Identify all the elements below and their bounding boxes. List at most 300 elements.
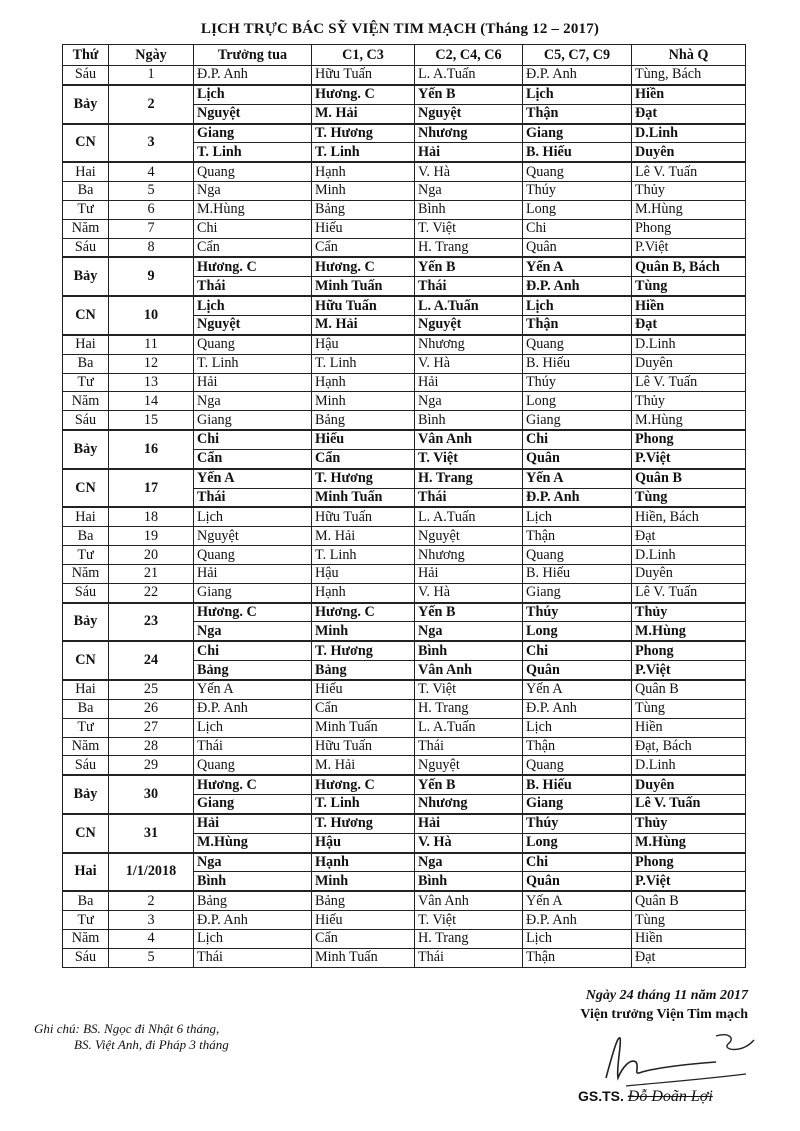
c2-c4-c6-cell: Bình <box>415 200 523 219</box>
shift-leader-cell: M.Hùng <box>194 833 312 852</box>
day-group <box>63 507 746 526</box>
day-group <box>63 853 746 892</box>
weekday-cell: Sáu <box>63 948 109 967</box>
building-q-cell: Quân B, Bách <box>632 257 746 276</box>
c2-c4-c6-cell: Nguyệt <box>415 756 523 775</box>
weekday-cell: Bảy <box>63 775 109 814</box>
signer-title: GS.TS. <box>578 1088 624 1104</box>
weekday-cell: Tư <box>63 546 109 565</box>
weekday-cell: Năm <box>63 564 109 583</box>
c2-c4-c6-cell: H. Trang <box>415 929 523 948</box>
weekday-cell: Hai <box>63 507 109 526</box>
building-q-cell: D.Linh <box>632 124 746 143</box>
weekday-cell: CN <box>63 641 109 680</box>
weekday-cell: Bảy <box>63 603 109 642</box>
c5-c7-c9-cell: Quân <box>523 661 632 680</box>
c1-c3-cell: Bảng <box>312 891 415 910</box>
building-q-cell: Tùng, Bách <box>632 66 746 85</box>
shift-leader-cell: Lịch <box>194 929 312 948</box>
table-row <box>63 718 746 737</box>
building-q-cell: Tùng <box>632 488 746 507</box>
col-header-c5-c7-c9: C5, C7, C9 <box>523 45 632 66</box>
c5-c7-c9-cell: Giang <box>523 124 632 143</box>
footnote <box>34 1021 229 1053</box>
footnote-line-1: Ghi chú: BS. Ngọc đi Nhật 6 tháng, <box>34 1021 220 1036</box>
table-row <box>63 200 746 219</box>
table-row <box>63 469 746 488</box>
weekday-cell: Tư <box>63 911 109 930</box>
c5-c7-c9-cell: Quân <box>523 238 632 257</box>
date-cell: 4 <box>109 929 194 948</box>
signer-name: Đỗ Doãn Lợi <box>627 1088 713 1105</box>
building-q-cell: D.Linh <box>632 335 746 354</box>
shift-leader-cell: M.Hùng <box>194 200 312 219</box>
day-group <box>63 238 746 257</box>
c2-c4-c6-cell: Yến B <box>415 775 523 794</box>
c5-c7-c9-cell: Thúy <box>523 814 632 833</box>
c2-c4-c6-cell: H. Trang <box>415 238 523 257</box>
date-cell: 16 <box>109 430 194 469</box>
date-cell: 22 <box>109 583 194 602</box>
c1-c3-cell: T. Linh <box>312 143 415 162</box>
building-q-cell: Lê V. Tuấn <box>632 795 746 814</box>
c1-c3-cell: Cẩn <box>312 699 415 718</box>
c5-c7-c9-cell: Lịch <box>523 296 632 315</box>
c2-c4-c6-cell: Nga <box>415 392 523 411</box>
c1-c3-cell: M. Hải <box>312 527 415 546</box>
weekday-cell: Hai <box>63 162 109 181</box>
table-row <box>63 162 746 181</box>
c5-c7-c9-cell: Yến A <box>523 680 632 699</box>
c1-c3-cell: Minh <box>312 182 415 201</box>
table-row <box>63 430 746 449</box>
c1-c3-cell: Bảng <box>312 200 415 219</box>
c2-c4-c6-cell: Nga <box>415 853 523 872</box>
c5-c7-c9-cell: Quang <box>523 162 632 181</box>
weekday-cell: Tư <box>63 373 109 392</box>
day-group <box>63 373 746 392</box>
c1-c3-cell: T. Hương <box>312 814 415 833</box>
building-q-cell: Quân B <box>632 680 746 699</box>
building-q-cell: Thủy <box>632 182 746 201</box>
c5-c7-c9-cell: Thúy <box>523 373 632 392</box>
table-row <box>63 699 746 718</box>
building-q-cell: Đạt <box>632 315 746 334</box>
building-q-cell: Lê V. Tuấn <box>632 583 746 602</box>
day-group <box>63 411 746 430</box>
c5-c7-c9-cell: B. Hiếu <box>523 143 632 162</box>
day-group <box>63 66 746 85</box>
c5-c7-c9-cell: Quân <box>523 872 632 891</box>
c5-c7-c9-cell: Yến A <box>523 891 632 910</box>
c5-c7-c9-cell: Thận <box>523 315 632 334</box>
c1-c3-cell: T. Linh <box>312 354 415 373</box>
date-cell: 1/1/2018 <box>109 853 194 892</box>
date-cell: 28 <box>109 737 194 756</box>
c5-c7-c9-cell: Đ.P. Anh <box>523 699 632 718</box>
shift-leader-cell: Hương. C <box>194 603 312 622</box>
shift-leader-cell: Quang <box>194 546 312 565</box>
date-cell: 2 <box>109 891 194 910</box>
building-q-cell: M.Hùng <box>632 200 746 219</box>
table-row <box>63 354 746 373</box>
building-q-cell: Tùng <box>632 911 746 930</box>
day-group <box>63 680 746 699</box>
c5-c7-c9-cell: Giang <box>523 411 632 430</box>
c1-c3-cell: Bảng <box>312 411 415 430</box>
c1-c3-cell: Hương. C <box>312 775 415 794</box>
c1-c3-cell: M. Hải <box>312 756 415 775</box>
c5-c7-c9-cell: Chi <box>523 853 632 872</box>
day-group <box>63 257 746 296</box>
weekday-cell: Năm <box>63 929 109 948</box>
footnote-line-2: BS. Việt Anh, đi Pháp 3 tháng <box>74 1037 229 1052</box>
weekday-cell: CN <box>63 469 109 508</box>
c5-c7-c9-cell: B. Hiếu <box>523 775 632 794</box>
date-cell: 30 <box>109 775 194 814</box>
col-header-building-q: Nhà Q <box>632 45 746 66</box>
c2-c4-c6-cell: Yến B <box>415 603 523 622</box>
c1-c3-cell: T. Hương <box>312 469 415 488</box>
table-row <box>63 124 746 143</box>
date-cell: 10 <box>109 296 194 335</box>
c1-c3-cell: Hiếu <box>312 911 415 930</box>
table-row <box>63 853 746 872</box>
shift-leader-cell: Hương. C <box>194 257 312 276</box>
c1-c3-cell: Hiếu <box>312 680 415 699</box>
c1-c3-cell: M. Hải <box>312 315 415 334</box>
weekday-cell: Sáu <box>63 583 109 602</box>
date-cell: 31 <box>109 814 194 853</box>
c5-c7-c9-cell: Thận <box>523 104 632 123</box>
date-cell: 12 <box>109 354 194 373</box>
building-q-cell: Hiền, Bách <box>632 507 746 526</box>
c5-c7-c9-cell: Lịch <box>523 929 632 948</box>
building-q-cell: Thủy <box>632 603 746 622</box>
c2-c4-c6-cell: Hải <box>415 814 523 833</box>
day-group <box>63 775 746 814</box>
c2-c4-c6-cell: T. Việt <box>415 680 523 699</box>
c2-c4-c6-cell: T. Việt <box>415 449 523 468</box>
date-cell: 15 <box>109 411 194 430</box>
date-cell: 21 <box>109 564 194 583</box>
c2-c4-c6-cell: Nhương <box>415 795 523 814</box>
table-row <box>63 219 746 238</box>
c5-c7-c9-cell: Lịch <box>523 507 632 526</box>
day-group <box>63 814 746 853</box>
date-cell: 7 <box>109 219 194 238</box>
shift-leader-cell: Hương. C <box>194 775 312 794</box>
c1-c3-cell: M. Hải <box>312 104 415 123</box>
shift-leader-cell: Đ.P. Anh <box>194 911 312 930</box>
signer-name-block <box>578 1088 713 1106</box>
building-q-cell: Phong <box>632 219 746 238</box>
c1-c3-cell: Hiếu <box>312 430 415 449</box>
date-cell: 24 <box>109 641 194 680</box>
table-row <box>63 775 746 794</box>
c5-c7-c9-cell: Thúy <box>523 603 632 622</box>
weekday-cell: Năm <box>63 219 109 238</box>
c1-c3-cell: Hậu <box>312 833 415 852</box>
day-group <box>63 911 746 930</box>
building-q-cell: Duyên <box>632 564 746 583</box>
shift-leader-cell: Giang <box>194 124 312 143</box>
building-q-cell: Hiền <box>632 296 746 315</box>
c5-c7-c9-cell: Thận <box>523 948 632 967</box>
c2-c4-c6-cell: Bình <box>415 872 523 891</box>
shift-leader-cell: T. Linh <box>194 354 312 373</box>
c2-c4-c6-cell: Nhương <box>415 335 523 354</box>
col-header-c1-c3: C1, C3 <box>312 45 415 66</box>
c1-c3-cell: Minh Tuấn <box>312 277 415 296</box>
building-q-cell: Phong <box>632 430 746 449</box>
c1-c3-cell: Minh Tuấn <box>312 718 415 737</box>
shift-leader-cell: Thái <box>194 737 312 756</box>
shift-leader-cell: Nguyệt <box>194 104 312 123</box>
weekday-cell: Ba <box>63 699 109 718</box>
c5-c7-c9-cell: B. Hiếu <box>523 564 632 583</box>
c1-c3-cell: Hậu <box>312 564 415 583</box>
shift-leader-cell: Đ.P. Anh <box>194 66 312 85</box>
day-group <box>63 756 746 775</box>
shift-leader-cell: Nga <box>194 853 312 872</box>
c2-c4-c6-cell: Nguyệt <box>415 527 523 546</box>
c1-c3-cell: Hạnh <box>312 853 415 872</box>
c5-c7-c9-cell: Đ.P. Anh <box>523 66 632 85</box>
c5-c7-c9-cell: Quang <box>523 335 632 354</box>
col-header-weekday: Thứ <box>63 45 109 66</box>
c2-c4-c6-cell: H. Trang <box>415 699 523 718</box>
date-cell: 8 <box>109 238 194 257</box>
c5-c7-c9-cell: Quang <box>523 756 632 775</box>
c5-c7-c9-cell: Thận <box>523 527 632 546</box>
c2-c4-c6-cell: Nhương <box>415 124 523 143</box>
date-cell: 9 <box>109 257 194 296</box>
c2-c4-c6-cell: Vân Anh <box>415 661 523 680</box>
c5-c7-c9-cell: Giang <box>523 795 632 814</box>
weekday-cell: Tư <box>63 200 109 219</box>
shift-leader-cell: Nguyệt <box>194 315 312 334</box>
c2-c4-c6-cell: Nga <box>415 622 523 641</box>
building-q-cell: Tùng <box>632 277 746 296</box>
table-row <box>63 756 746 775</box>
c2-c4-c6-cell: V. Hà <box>415 833 523 852</box>
table-row <box>63 737 746 756</box>
c2-c4-c6-cell: Yến B <box>415 257 523 276</box>
building-q-cell: Quân B <box>632 891 746 910</box>
shift-leader-cell: Bảng <box>194 891 312 910</box>
shift-leader-cell: Thái <box>194 948 312 967</box>
c5-c7-c9-cell: Long <box>523 833 632 852</box>
c2-c4-c6-cell: Hải <box>415 143 523 162</box>
date-cell: 4 <box>109 162 194 181</box>
date-cell: 5 <box>109 182 194 201</box>
weekday-cell: Sáu <box>63 756 109 775</box>
c1-c3-cell: Cẩn <box>312 449 415 468</box>
c1-c3-cell: Minh Tuấn <box>312 948 415 967</box>
building-q-cell: D.Linh <box>632 546 746 565</box>
day-group <box>63 564 746 583</box>
shift-leader-cell: Giang <box>194 795 312 814</box>
table-row <box>63 680 746 699</box>
shift-leader-cell: Chi <box>194 430 312 449</box>
col-header-date: Ngày <box>109 45 194 66</box>
document-title: LỊCH TRỰC BÁC SỸ VIỆN TIM MẠCH (Tháng 12 – 2017) <box>200 21 600 37</box>
shift-leader-cell: Yến A <box>194 680 312 699</box>
day-group <box>63 583 746 602</box>
table-row <box>63 583 746 602</box>
date-cell: 3 <box>109 124 194 163</box>
building-q-cell: Duyên <box>632 354 746 373</box>
day-group <box>63 699 746 718</box>
table-row <box>63 85 746 104</box>
c2-c4-c6-cell: Nguyệt <box>415 104 523 123</box>
c2-c4-c6-cell: V. Hà <box>415 354 523 373</box>
building-q-cell: P.Việt <box>632 449 746 468</box>
shift-leader-cell: Lịch <box>194 718 312 737</box>
c5-c7-c9-cell: Đ.P. Anh <box>523 277 632 296</box>
weekday-cell: Hai <box>63 853 109 892</box>
c2-c4-c6-cell: V. Hà <box>415 583 523 602</box>
weekday-cell: Sáu <box>63 238 109 257</box>
c2-c4-c6-cell: L. A.Tuấn <box>415 296 523 315</box>
c2-c4-c6-cell: L. A.Tuấn <box>415 66 523 85</box>
building-q-cell: Lê V. Tuấn <box>632 162 746 181</box>
table-row <box>63 373 746 392</box>
weekday-cell: Ba <box>63 354 109 373</box>
table-row <box>63 603 746 622</box>
date-cell: 3 <box>109 911 194 930</box>
shift-leader-cell: Quang <box>194 756 312 775</box>
shift-leader-cell: Quang <box>194 162 312 181</box>
shift-leader-cell: Hải <box>194 814 312 833</box>
c2-c4-c6-cell: T. Việt <box>415 911 523 930</box>
table-row <box>63 296 746 315</box>
day-group <box>63 182 746 201</box>
date-cell: 13 <box>109 373 194 392</box>
c2-c4-c6-cell: T. Việt <box>415 219 523 238</box>
shift-leader-cell: Nga <box>194 622 312 641</box>
shift-leader-cell: Cẩn <box>194 449 312 468</box>
col-header-c2-c4-c6: C2, C4, C6 <box>415 45 523 66</box>
c5-c7-c9-cell: Đ.P. Anh <box>523 488 632 507</box>
handwritten-signature <box>596 1028 766 1090</box>
signer-role: Viện trưởng Viện Tim mạch <box>580 1007 748 1022</box>
shift-leader-cell: Nga <box>194 182 312 201</box>
c1-c3-cell: T. Hương <box>312 641 415 660</box>
c2-c4-c6-cell: Vân Anh <box>415 430 523 449</box>
c1-c3-cell: Hương. C <box>312 85 415 104</box>
building-q-cell: Đạt <box>632 527 746 546</box>
building-q-cell: P.Việt <box>632 872 746 891</box>
building-q-cell: M.Hùng <box>632 411 746 430</box>
c2-c4-c6-cell: Thái <box>415 277 523 296</box>
building-q-cell: Duyên <box>632 775 746 794</box>
c5-c7-c9-cell: Đ.P. Anh <box>523 911 632 930</box>
weekday-cell: Ba <box>63 182 109 201</box>
col-header-shift-leader: Trưởng tua <box>194 45 312 66</box>
c1-c3-cell: Hiếu <box>312 219 415 238</box>
day-group <box>63 603 746 642</box>
c1-c3-cell: Hương. C <box>312 603 415 622</box>
building-q-cell: Hiền <box>632 85 746 104</box>
building-q-cell: P.Việt <box>632 661 746 680</box>
building-q-cell: Đạt <box>632 948 746 967</box>
c1-c3-cell: T. Hương <box>312 124 415 143</box>
day-group <box>63 891 746 910</box>
c5-c7-c9-cell: Thúy <box>523 182 632 201</box>
c1-c3-cell: Hương. C <box>312 257 415 276</box>
c1-c3-cell: Hạnh <box>312 373 415 392</box>
c1-c3-cell: Hữu Tuấn <box>312 507 415 526</box>
day-group <box>63 430 746 469</box>
day-group <box>63 219 746 238</box>
c2-c4-c6-cell: Hải <box>415 564 523 583</box>
shift-leader-cell: Giang <box>194 583 312 602</box>
day-group <box>63 948 746 967</box>
weekday-cell: Ba <box>63 891 109 910</box>
day-group <box>63 737 746 756</box>
c1-c3-cell: Hạnh <box>312 162 415 181</box>
building-q-cell: Tùng <box>632 699 746 718</box>
date-cell: 11 <box>109 335 194 354</box>
c2-c4-c6-cell: Thái <box>415 488 523 507</box>
shift-leader-cell: Lịch <box>194 85 312 104</box>
c5-c7-c9-cell: Chi <box>523 430 632 449</box>
day-group <box>63 162 746 181</box>
table-row <box>63 66 746 85</box>
c5-c7-c9-cell: Yến A <box>523 257 632 276</box>
weekday-cell: Sáu <box>63 411 109 430</box>
date-cell: 29 <box>109 756 194 775</box>
c1-c3-cell: Hữu Tuấn <box>312 737 415 756</box>
c5-c7-c9-cell: Yến A <box>523 469 632 488</box>
c2-c4-c6-cell: Nhương <box>415 546 523 565</box>
c1-c3-cell: Minh Tuấn <box>312 488 415 507</box>
day-group <box>63 200 746 219</box>
building-q-cell: Phong <box>632 853 746 872</box>
table-header <box>63 45 746 66</box>
table-row <box>63 929 746 948</box>
c5-c7-c9-cell: Long <box>523 200 632 219</box>
date-cell: 19 <box>109 527 194 546</box>
c2-c4-c6-cell: Thái <box>415 737 523 756</box>
signature-date: Ngày 24 tháng 11 năm 2017 <box>585 988 748 1003</box>
c5-c7-c9-cell: Thận <box>523 737 632 756</box>
c2-c4-c6-cell: V. Hà <box>415 162 523 181</box>
shift-leader-cell: Bảng <box>194 661 312 680</box>
day-group <box>63 354 746 373</box>
shift-leader-cell: T. Linh <box>194 143 312 162</box>
weekday-cell: Năm <box>63 737 109 756</box>
table-row <box>63 238 746 257</box>
c1-c3-cell: Bảng <box>312 661 415 680</box>
c5-c7-c9-cell: Chi <box>523 219 632 238</box>
duty-schedule-table <box>62 44 746 968</box>
day-group <box>63 296 746 335</box>
shift-leader-cell: Lịch <box>194 296 312 315</box>
date-cell: 18 <box>109 507 194 526</box>
shift-leader-cell: Đ.P. Anh <box>194 699 312 718</box>
day-group <box>63 469 746 508</box>
shift-leader-cell: Yến A <box>194 469 312 488</box>
weekday-cell: Năm <box>63 392 109 411</box>
c2-c4-c6-cell: L. A.Tuấn <box>415 507 523 526</box>
shift-leader-cell: Nguyệt <box>194 527 312 546</box>
c2-c4-c6-cell: H. Trang <box>415 469 523 488</box>
table-row <box>63 546 746 565</box>
date-cell: 23 <box>109 603 194 642</box>
